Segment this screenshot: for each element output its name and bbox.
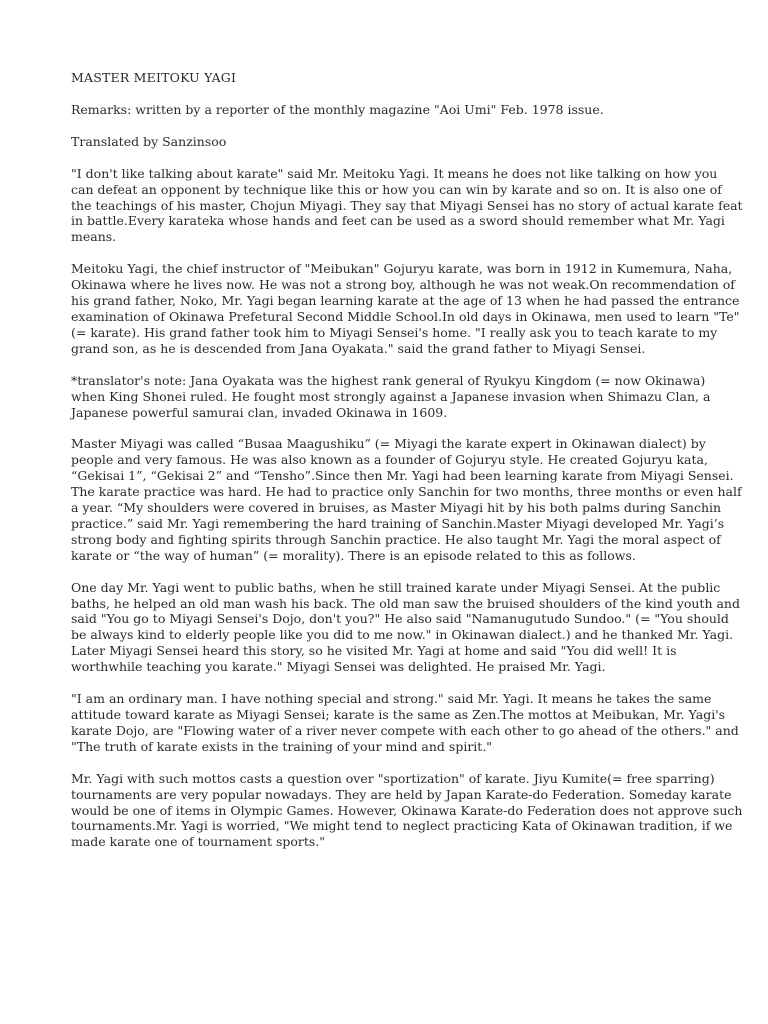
paragraph: Master Miyagi was called “Busaa Maagushiku” (= Miyagi the karate expert in Okinawan dialect) by people and very famous. He was also known as a founder of Gojuryu style. He created Gojuryu kata, “Gekisai 1”, “Gekisai 2” and “Tensho”.Since then Mr. Yagi had been learning karate from Miyagi Sensei. The karate practice was hard. He had to practice only Sanchin for two months, three months or even half a year. “My shoulders were covered in bruises, as Master Miyagi hit by his both palms during Sanchin practice.” said Mr. Yagi remembering the hard training of Sanchin.Master Miyagi developed Mr. Yagi’s strong body and fighting spirits through Sanchin practice. He also taught Mr. Yagi the moral aspect of karate or “the way of human” (= morality). There is an episode related to this as follows. <box>71 436 742 563</box>
document-page <box>71 70 743 866</box>
paragraph: "I am an ordinary man. I have nothing special and strong." said Mr. Yagi. It means he takes the same attitude toward karate as Miyagi Sensei; karate is the same as Zen.The mottos at Meibukan, Mr. Yagi's karate Dojo, are "Flowing water of a river never compete with each other to go ahead of the others." and "The truth of karate exists in the training of your mind and spirit." <box>71 691 739 754</box>
document-title: MASTER MEITOKU YAGI <box>71 70 237 85</box>
paragraph: Mr. Yagi with such mottos casts a question over "sportization" of karate. Jiyu Kumite(= free sparring) tournaments are very popular nowadays. They are held by Japan Karate-do Federation. Someday karate would be one of items in Olympic Games. However, Okinawa Karate-do Federation does not approve such tournaments.Mr. Yagi is worried, "We might tend to neglect practicing Kata of Okinawan tradition, if we made karate one of tournament sports." <box>71 770 743 850</box>
remarks-line: Remarks: written by a reporter of the monthly magazine "Aoi Umi" Feb. 1978 issue. <box>71 101 604 117</box>
paragraph: "I don't like talking about karate" said Mr. Meitoku Yagi. It means he does not like talking on how you can defeat an opponent by technique like this or how you can win by karate and so on. It is also one of the teachings of his master, Chojun Miyagi. They say that Miyagi Sensei has no story of actual karate feat in battle.Every karateka whose hands and feet can be used as a sword should remember what Mr. Yagi means. <box>71 165 743 245</box>
paragraph: Meitoku Yagi, the chief instructor of "Meibukan" Gojuryu karate, was born in 1912 in Kumemura, Naha, Okinawa where he lives now. He was not a strong boy, although he was not weak.On recommendation of his grand father, Noko, Mr. Yagi began learning karate at the age of 13 when he had passed the entrance examination of Okinawa Prefetural Second Middle School.In old days in Okinawa, men used to learn "Te" (= karate). His grand father took him to Miyagi Sensei's home. "I really ask you to teach karate to my grand son, as he is descended from Jana Oyakata." said the grand father to Miyagi Sensei. <box>71 261 740 356</box>
translator-line: Translated by Sanzinsoo <box>71 133 227 149</box>
paragraph: One day Mr. Yagi went to public baths, when he still trained karate under Miyagi Sensei. At the public baths, he helped an old man wash his back. The old man saw the bruised shoulders of the kind youth and said "You go to Miyagi Sensei's Dojo, don't you?" He also said "Namanugutudo Sundoo." (= "You should be always kind to elderly people like you did to me now." in Okinawan dialect.) and he thanked Mr. Yagi. Later Miyagi Sensei heard this story, so he visited Mr. Yagi at home and said "You did well! It is worthwhile teaching you karate." Miyagi Sensei was delighted. He praised Mr. Yagi. <box>71 579 740 675</box>
translator-note-paragraph: *translator's note: Jana Oyakata was the highest rank general of Ryukyu Kingdom (= now Okinawa) when King Shonei ruled. He fought most strongly against a Japanese invasion when Shimazu Clan, a Japanese powerful samurai clan, invaded Okinawa in 1609. <box>71 372 711 420</box>
